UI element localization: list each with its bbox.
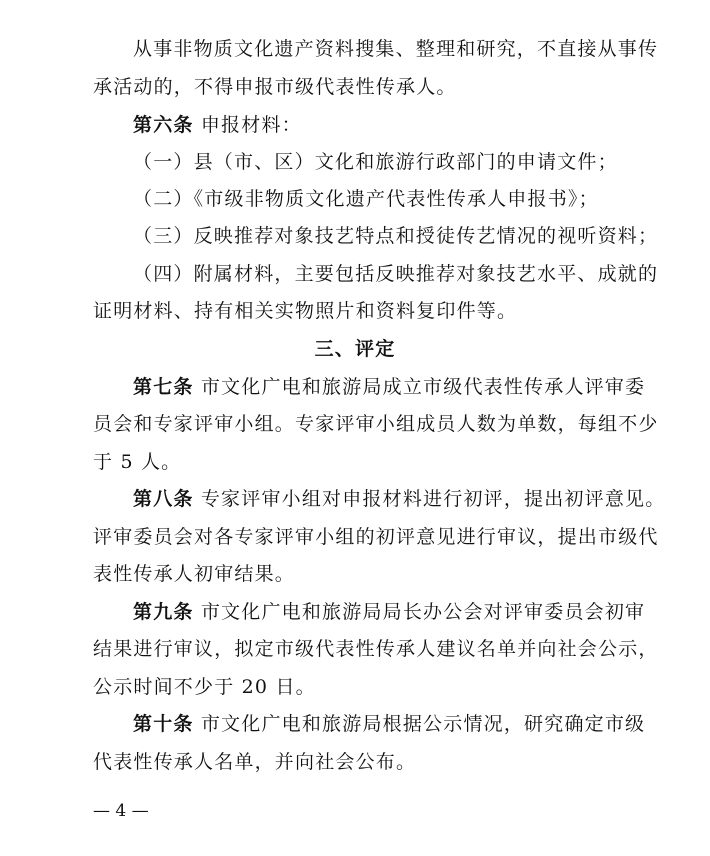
paragraph-line: 结果进行审议，拟定市级代表性传承人建议名单并向社会公示， [93, 638, 659, 660]
paragraph-line: 公示时间不少于 20 日。 [93, 676, 316, 698]
article-label: 第九条 [133, 601, 194, 623]
article-text: 专家评审小组对申报材料进行初评，提出初评意见。 [200, 488, 666, 510]
article-7 [133, 375, 645, 399]
article-10 [133, 712, 645, 736]
article-text: 市文化广电和旅游局根据公示情况，研究确定市级 [200, 713, 646, 735]
list-item: （四）附属材料，主要包括反映推荐对象技艺水平、成就的 [133, 263, 659, 285]
list-item: （二）《市级非物质文化遗产代表性传承人申报书》； [133, 188, 599, 210]
list-item-continuation: 证明材料、持有相关实物照片和资料复印件等。 [93, 300, 518, 322]
article-text: 市文化广电和旅游局局长办公会对评审委员会初审 [200, 601, 646, 623]
section-heading: 三、评定 [314, 338, 396, 360]
article-label: 第十条 [133, 713, 194, 735]
paragraph-line: 代表性传承人名单，并向社会公布。 [93, 751, 417, 773]
article-text: 市文化广电和旅游局成立市级代表性传承人评审委 [200, 376, 646, 398]
article-8 [133, 487, 665, 511]
paragraph-line: 表性传承人初审结果。 [93, 563, 296, 585]
article-label: 第八条 [133, 488, 194, 510]
article-9 [133, 600, 645, 624]
list-item: （一）县（市、区）文化和旅游行政部门的申请文件； [133, 151, 618, 173]
list-item: （三）反映推荐对象技艺特点和授徒传艺情况的视听资料； [133, 225, 659, 247]
page-number: — 4 — [93, 801, 149, 821]
paragraph-line: 从事非物质文化遗产资料搜集、整理和研究，不直接从事传 [133, 38, 659, 60]
paragraph-line: 承活动的，不得申报市级代表性传承人。 [93, 76, 457, 98]
article-label: 第七条 [133, 376, 194, 398]
article-6 [133, 113, 302, 137]
paragraph-line: 于 5 人。 [93, 451, 182, 473]
paragraph-line: 评审委员会对各专家评审小组的初评意见进行审议，提出市级代 [93, 526, 659, 548]
article-text: 申报材料： [200, 114, 302, 136]
paragraph-line: 员会和专家评审小组。专家评审小组成员人数为单数，每组不少 [93, 413, 659, 435]
article-label: 第六条 [133, 114, 194, 136]
